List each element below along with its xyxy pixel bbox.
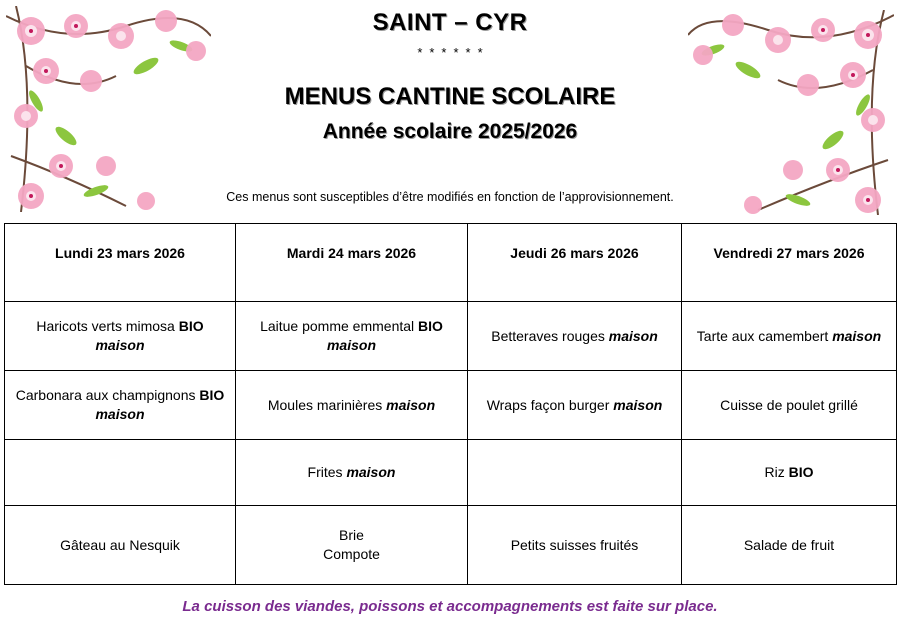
maison-tag: maison <box>346 464 396 480</box>
menu-cell <box>236 506 468 585</box>
menu-cell <box>682 440 897 506</box>
day-header-jeudi: Jeudi 26 mars 2026 <box>468 224 682 302</box>
starter-row <box>5 302 897 371</box>
menu-cell-empty <box>468 440 682 506</box>
menu-cell <box>5 506 236 585</box>
dish-name: Moules marinières <box>267 396 383 413</box>
menu-cell <box>236 302 468 371</box>
school-year-subtitle: Année scolaire 2025/2026 <box>322 120 578 143</box>
bio-tag: BIO <box>788 464 814 480</box>
maison-tag: maison <box>95 406 145 422</box>
dish-name: Gâteau au Nesquik <box>60 536 180 553</box>
maison-tag: maison <box>832 327 882 344</box>
table-header-row <box>5 224 897 302</box>
dish-name: Salade de fruit <box>743 536 835 553</box>
page-title: MENUS CANTINE SCOLAIRE <box>284 83 616 110</box>
dish-name: Haricots verts mimosa <box>36 318 175 334</box>
dish-name: Compote <box>323 546 380 562</box>
bio-tag: BIO <box>418 318 443 334</box>
disclaimer-note: Ces menus sont susceptibles d’être modifiés en fonction de l’approvisionnement. <box>226 190 674 204</box>
dessert-row <box>5 506 897 585</box>
menu-cell <box>682 371 897 440</box>
menu-cell <box>682 506 897 585</box>
menu-cell <box>468 506 682 585</box>
stars-divider: ****** <box>417 45 490 60</box>
dish-name: Laitue pomme emmental <box>260 318 415 334</box>
maison-tag: maison <box>613 396 663 413</box>
day-header-vendredi: Vendredi 27 mars 2026 <box>682 224 897 302</box>
day-header-lundi: Lundi 23 mars 2026 <box>5 224 236 302</box>
cherry-blossom-right-image <box>688 10 894 215</box>
menu-cell-empty <box>5 440 236 506</box>
menu-table <box>4 223 897 585</box>
main-course-row <box>5 371 897 440</box>
dish-name: Tarte aux camembert <box>696 327 829 344</box>
dish-name: Riz <box>764 464 785 480</box>
town-title: SAINT – CYR <box>372 9 528 36</box>
menu-cell <box>236 371 468 440</box>
menu-cell <box>236 440 468 506</box>
menu-cell <box>5 371 236 440</box>
footer-note: La cuisson des viandes, poissons et accompagnements est faite sur place. <box>182 598 718 615</box>
maison-tag: maison <box>608 327 658 344</box>
maison-tag: maison <box>95 337 145 353</box>
dish-name: Cuisse de poulet grillé <box>720 396 858 413</box>
dish-name: Brie <box>339 527 364 543</box>
maison-tag: maison <box>386 396 436 413</box>
day-header-mardi: Mardi 24 mars 2026 <box>236 224 468 302</box>
menu-cell <box>682 302 897 371</box>
dish-name: Petits suisses fruités <box>510 536 639 553</box>
bio-tag: BIO <box>178 318 204 334</box>
dish-name: Wraps façon burger <box>486 396 610 413</box>
dish-name: Betteraves rouges <box>491 327 605 344</box>
side-dish-row <box>5 440 897 506</box>
dish-name: Frites <box>307 464 343 480</box>
menu-cell <box>468 302 682 371</box>
maison-tag: maison <box>326 337 376 353</box>
menu-cell <box>468 371 682 440</box>
bio-tag: BIO <box>199 387 225 403</box>
dish-name: Carbonara aux champignons <box>15 387 196 403</box>
menu-cell <box>5 302 236 371</box>
